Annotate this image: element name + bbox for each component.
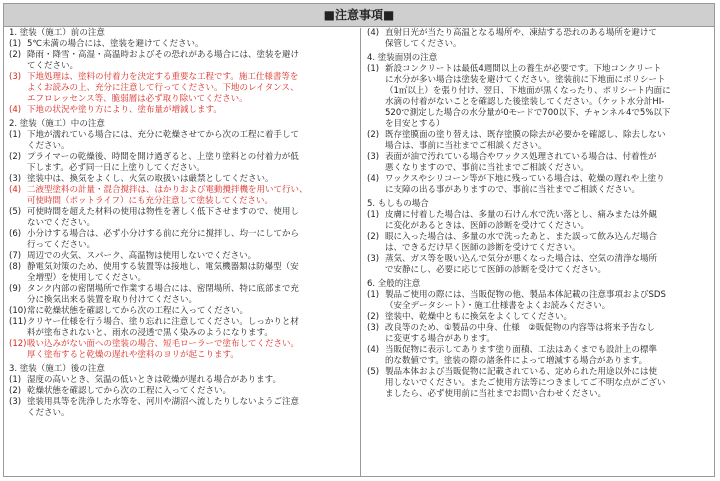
item-text: ワックスやシリコーン等が下地に残っている場合は、乾燥の遅れや上塗り に支障の出る事がありますので、事前に当社までご相談ください。 [385,174,665,195]
notice-item [367,290,710,312]
notice-item [9,339,354,361]
section-title: 6. 全般的注意 [367,279,421,289]
notice-item [9,72,354,105]
page-title: ■注意事項■ [4,4,714,27]
item-number: (12) [9,339,27,349]
notice-item [9,397,354,419]
notice-item [367,367,710,400]
right-column [367,28,710,400]
item-number: (2) [367,130,380,140]
item-text: 周辺での火気、スパーク、高温物は使用しないでください。 [27,251,257,261]
item-text: 眼に入った場合は、多量の水で洗ったあと、また誤って飲み込んだ場合 は、できるだけ早く医師の診断を受けてください。 [385,232,658,253]
item-number: (1) [9,39,22,49]
notice-item [367,254,710,276]
item-text: 下地処理は、塗料の付着力を決定する重要な工程です。施工仕様書等を よくお読みの上、充分に注意して行ってください。下地のレイタンス、 エフロレッセンス等、脆弱層は必ず取り除いてください。 [27,72,299,104]
item-number: (5) [9,207,22,217]
item-text: 湿度の高いとき、気温の低いときは乾燥が遅れる場合があります。 [27,375,281,385]
item-number: (2) [367,312,380,322]
notice-item [367,210,710,232]
item-text: 改良等のため、①製品の中身、仕様 ②販促物の内容等は将来予告なし に変更する場合があります。 [385,323,655,344]
item-number: (5) [367,367,380,377]
item-text: 蒸気、ガス等を吸い込んで気分が悪くなった場合は、空気の清浄な場所 で安静にし、必要に応じて医師の診断を受けてください。 [385,254,658,275]
item-text: 製品ご使用の際には、当販促物の他、製品本体記載の注意事項およびSDS （安全データシート）・施工仕様書をよくお読みください。 [385,290,666,311]
item-number: (6) [9,229,22,239]
notice-item [9,207,354,229]
item-text: 小分けする場合は、必ず小分けする前に充分に撹拌し、均一にしてから 行ってください。 [27,229,300,250]
notice-item [367,323,710,345]
item-text: 常に乾燥状態を確認してから次の工程に入ってください。 [27,306,249,316]
notice-item [9,375,354,386]
item-number: (1) [9,375,22,385]
item-number: (3) [9,397,22,407]
notice-item [9,50,354,72]
left-column [9,28,354,419]
section-title: 2. 塗装（施工）中の注意 [9,119,105,129]
notice-item [9,152,354,174]
section-title: 5. もしもの場合 [367,199,429,209]
notice-item [367,232,710,254]
notice-item [9,105,354,116]
section-title: 3. 塗装（施工）後の注意 [9,364,105,374]
item-text: 吸い込みがない面への塗装の場合、短毛ローラーで塗布してください。 厚く塗布すると乾燥の遅れや塗料のヨリが起こります。 [27,339,300,360]
item-text: 新設コンクリートは最低4週間以上の養生が必要です。下地コンクリート に水分が多い場合は塗装を避けてください。塗装前に下地面にポリシート （1㎡以上）を張り付け、翌日、下地面が黒くなったり、ポリシート内面に 水滴の付着がないことを確認した後塗装してください。（ケット水分計HI- 520で測定した場合の水分量が0モードで700以下、チャンネル4で5%以下 を目安とする） [385,64,671,129]
item-text: プライマーの乾燥後、時間を開け過ぎると、上塗り塗料との付着力が低 下します。必ず同一日に上塗りしてください。 [27,152,299,173]
item-text: 降雨・降雪・高湿・高温時およびその恐れがある場合には、塗装を避け てください。 [27,50,300,71]
item-text: 二液型塗料の計量・混合撹拌は、はかりおよび電動攪拌機を用いて行い、 可使時間（ポットライフ）にも充分注意して塗装してください。 [27,185,308,206]
item-text: 皮膚に付着した場合は、多量の石けん水で洗い落とし、痛みまたは外観 に変化があるときは、医師の診断を受けてください。 [385,210,658,231]
notice-item [9,317,354,339]
item-number: (2) [9,386,22,396]
notice-item [367,312,710,323]
item-text: 可使時間を超えた材料の使用は物性を著しく低下させますので、使用し ないでください。 [27,207,299,228]
item-number: (9) [9,284,22,294]
item-number: (4) [367,174,380,184]
item-text: 5℃未満の場合には、塗装を避けてください。 [27,39,204,49]
notice-item [9,251,354,262]
item-text: 塗装中は、換気をよくし、火気の取扱いは厳禁としてください。 [27,174,274,184]
item-text: 下地の状況や塗り方により、塗布量が増減します。 [27,105,222,115]
item-text: 直射日光が当たり高温となる場所や、凍結する恐れのある場所を避けて 保管してください。 [385,28,657,49]
item-number: (8) [9,262,22,272]
notice-item [367,345,710,367]
section-title: 1. 塗装（施工）前の注意 [9,28,105,38]
item-text: 塗装中、乾燥中ともに換気をよくしてください。 [385,312,573,322]
item-number: (3) [9,72,22,82]
item-text: 製品本体および当販促物に記載されている、定められた用途以外には使 用しないでください。またご使用方法等につきましてご不明な点がござい ましたら、必ず使用前に当社までお問い合わせください。 [385,367,666,399]
item-number: (4) [367,345,380,355]
item-text: 当販促物に表示してあります塗り面積、工法はあくまでも設計上の標準 的な数値です。塗装の際の諸条件によって増減する場合があります。 [385,345,658,366]
item-number: (3) [367,323,380,333]
notice-item [9,229,354,251]
item-text: タンク内部の密閉場所で作業する場合には、密閉場所、特に底部まで充 分に換気出来る装置を取り付けてください。 [27,284,299,305]
item-number: (11) [9,317,27,327]
item-text: 塗装用具等を洗浄した水等を、河川や湖沼へ流したりしないようご注意 ください。 [27,397,300,418]
item-number: (4) [9,105,22,115]
item-text: 表面が油で汚れている場合やワックス処理されている場合は、付着性が 悪くなりますので、事前に当社までご相談ください。 [385,152,657,173]
section-title: 4. 塗装面別の注意 [367,53,438,63]
notice-item [9,306,354,317]
notice-item [367,174,710,196]
notice-item [9,174,354,185]
item-text: 下地が濡れている場合には、充分に乾燥させてから次の工程に着手して ください。 [27,130,300,151]
item-number: (1) [367,210,380,220]
notice-item [9,130,354,152]
notice-item [367,64,710,130]
item-number: (1) [367,64,380,74]
item-number: (4) [367,28,380,38]
notice-item [9,185,354,207]
notice-item [367,152,710,174]
item-number: (2) [9,152,22,162]
item-number: (2) [9,50,22,60]
item-number: (1) [9,130,22,140]
item-number: (10) [9,306,27,316]
column-divider [360,28,361,476]
item-text: クリヤー仕様を行う場合、塗り忘れに注意してください。しっかりと材 料が塗布されないと、雨水の浸透で黒く染みのようになります。 [27,317,299,338]
notice-item [9,386,354,397]
notice-frame [3,3,715,477]
item-text: 静電気対策のため、使用する装置等は接地し、電気機器類は防爆型（安 全増型）を使用してください。 [27,262,299,283]
item-number: (4) [9,185,22,195]
item-text: 既存塗膜面の塗り替えは、既存塗膜の除去が必要かを確認し、除去しない 場合は、事前に当社までご相談ください。 [385,130,666,151]
notice-item [9,284,354,306]
item-number: (3) [9,174,22,184]
item-text: 乾燥状態を確認してから次の工程に入ってください。 [27,386,232,396]
item-number: (3) [367,254,380,264]
item-number: (3) [367,152,380,162]
notice-item [367,28,710,50]
item-number: (1) [367,290,380,300]
notice-item [9,262,354,284]
notice-item [367,130,710,152]
item-number: (2) [367,232,380,242]
item-number: (7) [9,251,22,261]
notice-item [9,39,354,50]
